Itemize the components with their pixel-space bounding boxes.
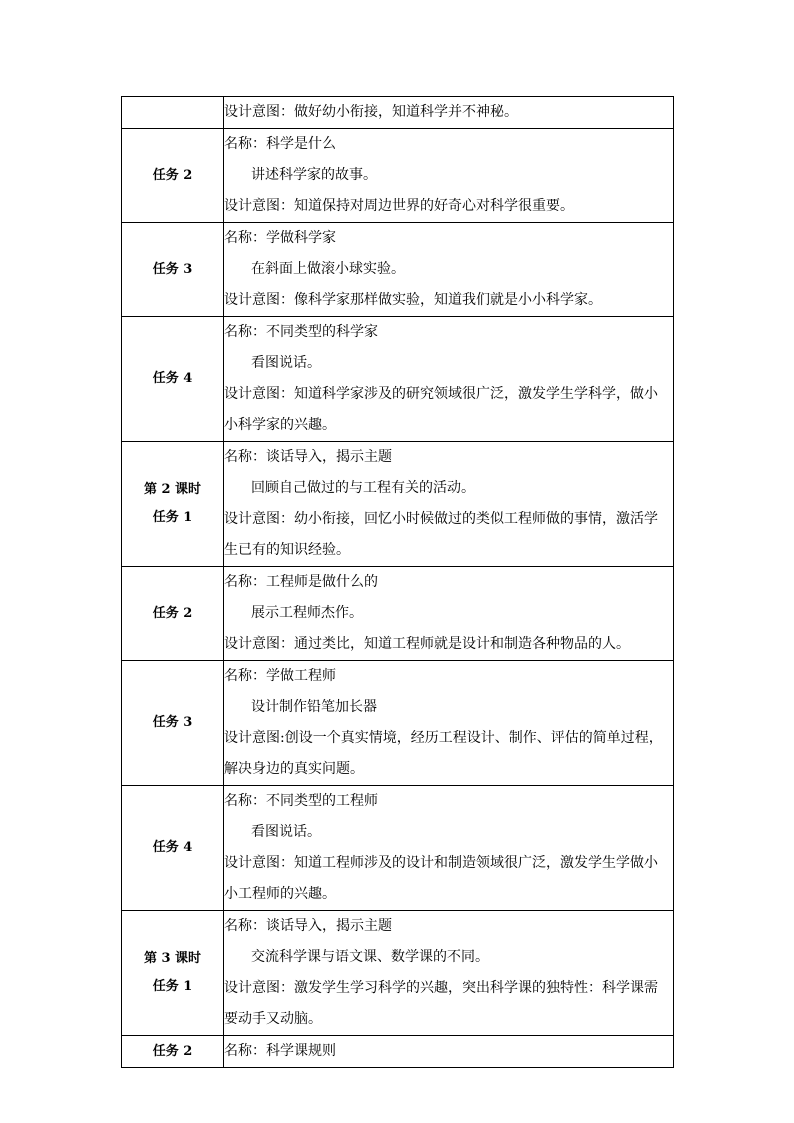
content-line: 名称：不同类型的工程师 (224, 793, 378, 809)
content-line: 设计意图：幼小衔接，回忆小时候做过的类似工程师做的事情，激活学 (224, 511, 658, 527)
task-label: 任务 3 (152, 261, 193, 277)
content-line: 要动手又动脑。 (224, 1011, 322, 1027)
content-line: 设计意图：激发学生学习科学的兴趣，突出科学课的独特性：科学课需 (224, 980, 658, 996)
task-label: 任务 4 (152, 840, 193, 855)
content-line: 设计意图：通过类比，知道工程师就是设计和制造各种物品的人。 (224, 636, 630, 652)
content-line: 在斜面上做滚小球实验。 (251, 261, 405, 277)
content-line: 生已有的知识经验。 (224, 542, 350, 558)
table-row (122, 661, 674, 786)
task-label: 任务 3 (152, 715, 193, 730)
task-label-cell (122, 317, 224, 442)
task-content-cell (224, 911, 674, 1036)
content-line: 名称：谈话导入，揭示主题 (224, 918, 392, 934)
task-label: 任务 4 (152, 371, 193, 386)
task-label: 任务 2 (152, 1043, 193, 1059)
lesson-plan-table (121, 96, 674, 1068)
content-line: 展示工程师杰作。 (251, 605, 363, 621)
task-label-cell (122, 97, 224, 129)
content-line: 名称：学做科学家 (224, 230, 336, 246)
task-label-cell (122, 442, 224, 567)
content-line: 设计意图：知道科学家涉及的研究领域很广泛，激发学生学科学，做小 (224, 386, 658, 402)
task-content-cell (224, 317, 674, 442)
content-line: 设计意图：知道工程师涉及的设计和制造领域很广泛，激发学生学做小 (224, 855, 658, 871)
lesson-plan-body (122, 97, 674, 1068)
task-label-cell (122, 129, 224, 223)
content-line: 名称：科学课规则 (224, 1043, 336, 1059)
task-label-cell (122, 661, 224, 786)
content-line: 设计制作铅笔加长器 (251, 699, 377, 715)
task-content-cell (224, 97, 674, 129)
task-label-cell (122, 1036, 224, 1068)
task-content-cell (224, 1036, 674, 1068)
task-content-cell (224, 442, 674, 567)
content-line: 看图说话。 (251, 824, 321, 840)
content-line: 小工程师的兴趣。 (224, 886, 336, 902)
task-content-cell (224, 661, 674, 786)
content-line: 设计意图：像科学家那样做实验，知道我们就是小小科学家。 (224, 292, 602, 308)
task-label-cell (122, 567, 224, 661)
content-line: 名称：不同类型的科学家 (224, 324, 378, 340)
content-line: 设计意图:创设一个真实情境，经历工程设计、制作、评估的简单过程， (224, 730, 663, 746)
content-line: 名称：谈话导入，揭示主题 (224, 449, 392, 465)
content-line: 讲述科学家的故事。 (251, 167, 377, 183)
table-row (122, 567, 674, 661)
task-label: 任务 2 (152, 167, 193, 183)
content-line: 设计意图：做好幼小衔接，知道科学并不神秘。 (224, 104, 518, 120)
content-line: 解决身边的真实问题。 (224, 761, 364, 777)
table-row (122, 1036, 674, 1068)
task-label: 任务 1 (152, 979, 193, 994)
content-line: 小科学家的兴趣。 (224, 417, 336, 433)
task-content-cell (224, 223, 674, 317)
content-line: 看图说话。 (251, 355, 321, 371)
content-line: 名称：学做工程师 (224, 668, 336, 684)
task-content-cell (224, 567, 674, 661)
table-row (122, 786, 674, 911)
content-line: 交流科学课与语文课、数学课的不同。 (251, 949, 489, 965)
task-label: 任务 2 (152, 605, 193, 621)
table-row (122, 317, 674, 442)
task-content-cell (224, 786, 674, 911)
content-line: 设计意图：知道保持对周边世界的好奇心对科学很重要。 (224, 198, 574, 214)
task-label-cell (122, 911, 224, 1036)
content-line: 回顾自己做过的与工程有关的活动。 (251, 480, 475, 496)
table-row (122, 911, 674, 1036)
task-label-cell (122, 223, 224, 317)
task-label-cell (122, 786, 224, 911)
task-content-cell (224, 129, 674, 223)
content-line: 名称：科学是什么 (224, 136, 336, 152)
content-line: 名称：工程师是做什么的 (224, 574, 378, 590)
table-row (122, 442, 674, 567)
task-label: 第 3 课时 (143, 951, 202, 966)
task-label: 任务 1 (152, 510, 193, 525)
table-row (122, 129, 674, 223)
table-row (122, 97, 674, 129)
task-label: 第 2 课时 (143, 482, 202, 497)
table-row (122, 223, 674, 317)
